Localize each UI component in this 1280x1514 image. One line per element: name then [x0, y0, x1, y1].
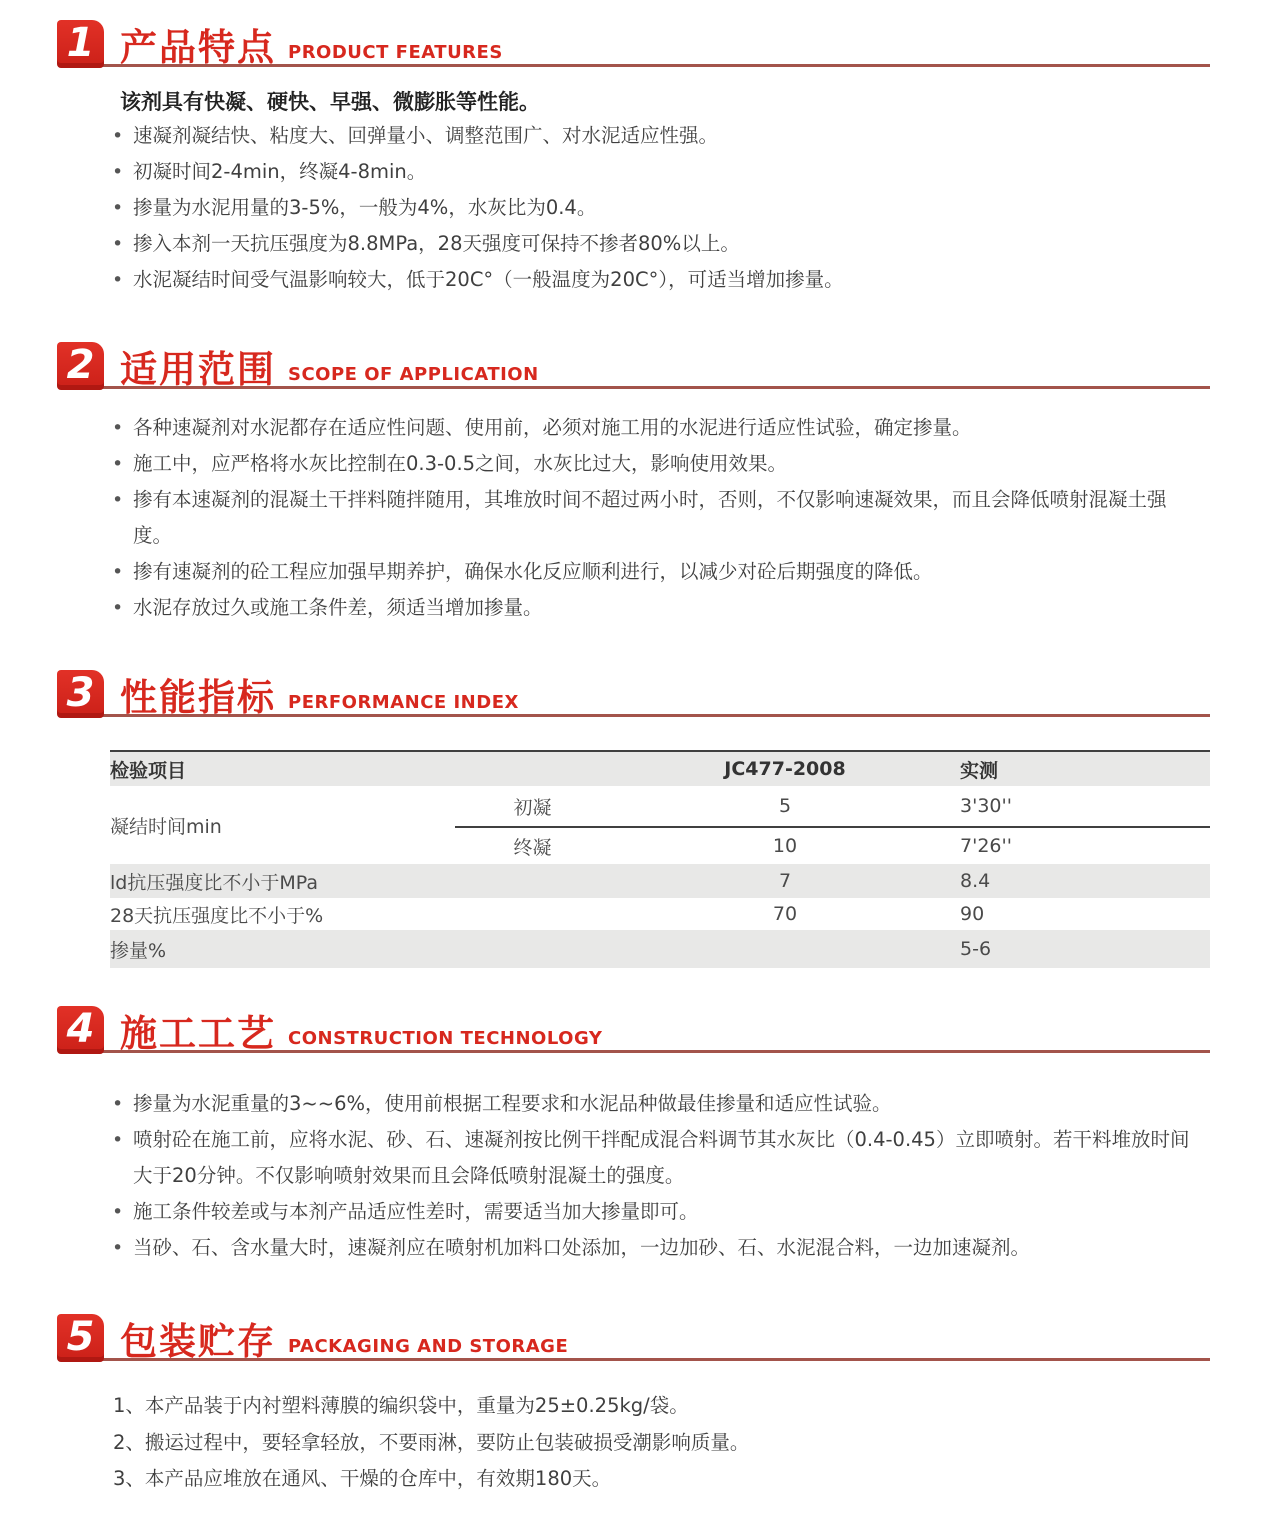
cell-standard: 7 — [778, 870, 792, 892]
section-1-header — [57, 20, 1210, 68]
section-number-badge: 3 — [57, 670, 104, 718]
bullet-item: • 当砂、石、含水量大时，速凝剂应在喷射机加料口处添加，一边加砂、石、水泥混合料，一边加速凝剂。 — [110, 1230, 1200, 1266]
numbered-item: 2、搬运过程中，要轻拿轻放，不要雨淋，要防止包装破损受潮影响质量。 — [113, 1430, 750, 1454]
section-5-header — [57, 1314, 1210, 1362]
section-subtitle-en: PERFORMANCE INDEX — [288, 692, 519, 713]
cell-measured: 90 — [960, 903, 985, 925]
table-row — [110, 786, 1210, 827]
cell-item: 28天抗压强度比不小于% — [110, 904, 324, 927]
cell-sub: 终凝 — [513, 836, 552, 859]
section-subtitle-en: SCOPE OF APPLICATION — [288, 364, 539, 385]
section-title: 产品特点 — [120, 25, 276, 69]
cell-measured: 3'30'' — [960, 786, 1210, 827]
header-cell-item: 检验项目 — [110, 759, 187, 782]
section-4-header — [57, 1006, 1210, 1054]
bullet-item: • 掺量为水泥重量的3~~6%，使用前根据工程要求和水泥品种做最佳掺量和适应性试验。 — [110, 1086, 1200, 1122]
numbered-item: 3、本产品应堆放在通风、干燥的仓库中，有效期180天。 — [113, 1467, 612, 1490]
cell-item: ld抗压强度比不小于MPa — [110, 871, 318, 894]
section-number-badge: 2 — [57, 342, 104, 390]
section-title: 包装贮存 — [120, 1319, 276, 1363]
bullet-item: • 掺量为水泥用量的3-5%，一般为4%，水灰比为0.4。 — [110, 190, 1200, 226]
bullet-item: • 速凝剂凝结快、粘度大、回弹量小、调整范围广、对水泥适应性强。 — [110, 118, 1200, 154]
section-title: 适用范围 — [120, 347, 276, 391]
bullet-item: • 初凝时间2-4min，终凝4-8min。 — [110, 154, 1200, 190]
numbered-item: 1、本产品装于内衬塑料薄膜的编织袋中，重量为25±0.25kg/袋。 — [113, 1394, 689, 1417]
bullet-item: • 掺有本速凝剂的混凝土干拌料随拌随用，其堆放时间不超过两小时，否则，不仅影响速凝效果，而且会降低喷射混凝土强度。 — [110, 482, 1200, 554]
section-1-bullet-list — [110, 118, 1200, 298]
table-row — [110, 930, 1210, 968]
cell-measured: 5-6 — [960, 938, 992, 960]
section-1-intro: 该剂具有快凝、硬快、早强、微膨胀等性能。 — [120, 90, 540, 114]
header-cell-measured: 实测 — [960, 759, 999, 782]
bullet-item: • 水泥存放过久或施工条件差，须适当增加掺量。 — [110, 590, 1200, 626]
section-subtitle-en: PACKAGING AND STORAGE — [288, 1336, 569, 1357]
cell-standard: 10 — [772, 835, 798, 857]
cell-standard: 5 — [610, 786, 960, 827]
cell-measured: 7'26'' — [960, 835, 1012, 857]
table-header-row — [110, 751, 1210, 786]
section-3-header — [57, 670, 1210, 718]
bullet-item: • 各种速凝剂对水泥都存在适应性问题、使用前，必须对施工用的水泥进行适应性试验，确定掺量。 — [110, 410, 1200, 446]
section-number-badge: 4 — [57, 1006, 104, 1054]
table-row — [110, 864, 1210, 898]
bullet-item: • 施工条件较差或与本剂产品适应性差时，需要适当加大掺量即可。 — [110, 1194, 1200, 1230]
bullet-item: • 水泥凝结时间受气温影响较大，低于20C°（一般温度为20C°），可适当增加掺量。 — [110, 262, 1200, 298]
section-subtitle-en: CONSTRUCTION TECHNOLOGY — [288, 1028, 603, 1049]
cell-standard — [610, 930, 960, 968]
section-5-numbered-list — [113, 1388, 1203, 1498]
table-row — [110, 898, 1210, 930]
cell-standard: 70 — [772, 903, 798, 925]
section-2-header — [57, 342, 1210, 390]
bullet-item: • 喷射砼在施工前，应将水泥、砂、石、速凝剂按比例干拌配成混合料调节其水灰比（0.4-0.45）立即喷射。若干料堆放时间大于20分钟。不仅影响喷射效果而且会降低喷射混凝土的强度。 — [110, 1122, 1200, 1194]
cell-item: 掺量% — [110, 939, 167, 962]
header-cell-standard: JC477-2008 — [724, 758, 846, 780]
section-number-badge: 1 — [57, 20, 104, 68]
section-title: 施工工艺 — [120, 1011, 276, 1055]
section-4-bullet-list — [110, 1086, 1200, 1266]
bullet-item: • 掺入本剂一天抗压强度为8.8MPa，28天强度可保持不掺者80%以上。 — [110, 226, 1200, 262]
cell-item: 凝结时间min — [110, 815, 222, 838]
bullet-item: • 掺有速凝剂的砼工程应加强早期养护，确保水化反应顺利进行，以减少对砼后期强度的降低。 — [110, 554, 1200, 590]
section-title: 性能指标 — [120, 675, 276, 719]
cell-measured: 8.4 — [960, 870, 991, 892]
section-2-bullet-list — [110, 410, 1200, 626]
section-number-badge: 5 — [57, 1314, 104, 1362]
bullet-item: • 施工中，应严格将水灰比控制在0.3-0.5之间，水灰比过大，影响使用效果。 — [110, 446, 1200, 482]
cell-sub: 初凝 — [455, 786, 610, 827]
performance-table — [110, 750, 1210, 968]
section-subtitle-en: PRODUCT FEATURES — [288, 42, 503, 63]
